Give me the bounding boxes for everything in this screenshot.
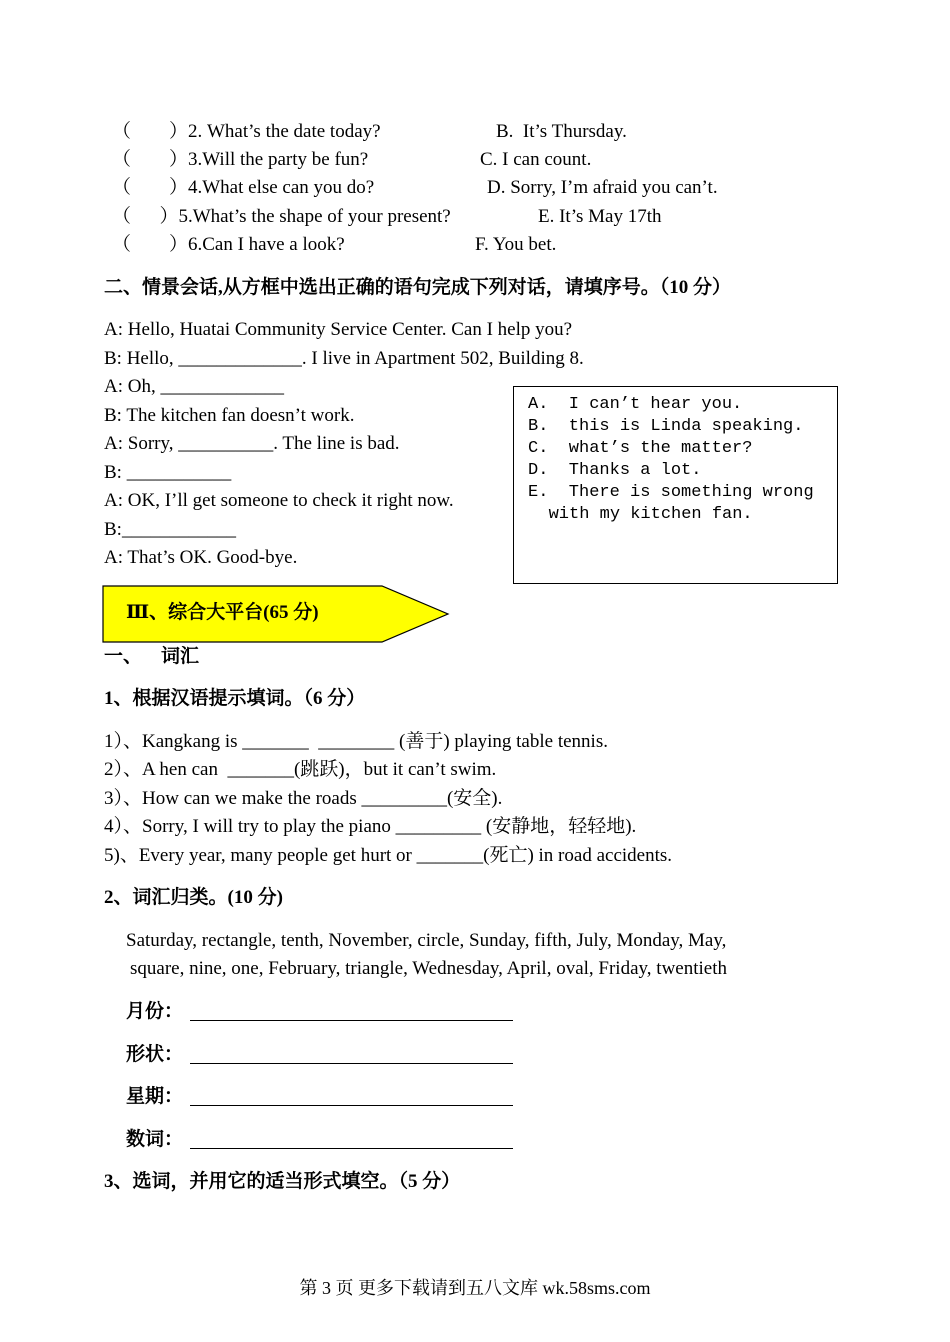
answer-blank[interactable] <box>190 1063 513 1064</box>
answer-blank[interactable] <box>190 1105 513 1106</box>
option-item: B. this is Linda speaking. <box>528 417 804 436</box>
word-list-line: Saturday, rectangle, tenth, November, circle, Sunday, fifth, July, Monday, May, <box>126 930 727 951</box>
dialogue-line: A: Hello, Huatai Community Service Center. Can I help you? <box>104 319 573 340</box>
option-item: C. what’s the matter? <box>528 439 753 458</box>
matching-question: （ ）6.Can I have a look? <box>112 234 345 255</box>
option-item: D. Thanks a lot. <box>528 461 702 480</box>
banner-label: Ⅲ、综合大平台(65 分) <box>126 602 319 623</box>
category-label-shapes: 形状： <box>126 1044 184 1065</box>
matching-question: （ ）5.What’s the shape of your present? <box>112 206 451 227</box>
vocab-heading: 一、 词汇 <box>104 646 200 667</box>
matching-question: （ ）4.What else can you do? <box>112 177 375 198</box>
option-item: with my kitchen fan. <box>518 505 753 524</box>
dialogue-line: B: The kitchen fan doesn’t work. <box>104 405 355 426</box>
dialogue-line: B:____________ <box>104 519 236 540</box>
page-footer: 第 3 页 更多下载请到五八文库 wk.58sms.com <box>299 1278 651 1298</box>
option-item: A. I can’t hear you. <box>528 395 743 414</box>
dialogue-line: A: OK, I’ll get someone to check it right now. <box>104 490 454 511</box>
dialogue-line: A: Sorry, __________. The line is bad. <box>104 433 400 454</box>
category-label-months: 月份： <box>126 1001 184 1022</box>
part2-heading: 2、词汇归类。(10 分) <box>104 887 283 908</box>
fill-line: 3）、How can we make the roads _________(安全). <box>104 788 503 809</box>
dialogue-line: A: That’s OK. Good-bye. <box>104 547 298 568</box>
dialogue-line: B: Hello, _____________. I live in Apartment 502, Building 8. <box>104 348 584 369</box>
section-heading: 二、情景会话,从方框中选出正确的语句完成下列对话，请填序号。（10 分） <box>104 277 732 298</box>
part3-heading: 3、选词，并用它的适当形式填空。（5 分） <box>104 1171 461 1192</box>
fill-line: 2）、A hen can _______(跳跃)，but it can’t swim. <box>104 759 497 780</box>
word-list-line: square, nine, one, February, triangle, Wednesday, April, oval, Friday, twentieth <box>130 958 727 979</box>
fill-line: 5)、Every year, many people get hurt or _______(死亡) in road accidents. <box>104 845 673 866</box>
matching-answer: F. You bet. <box>475 234 557 255</box>
answer-blank[interactable] <box>190 1148 513 1149</box>
category-label-weekdays: 星期： <box>126 1086 184 1107</box>
dialogue-line: B: ___________ <box>104 462 232 483</box>
option-item: E. There is something wrong <box>528 483 814 502</box>
fill-line: 1）、Kangkang is _______ ________ (善于) playing table tennis. <box>104 731 608 752</box>
matching-answer: C. I can count. <box>480 149 592 170</box>
category-label-numbers: 数词： <box>126 1129 184 1150</box>
fill-line: 4）、Sorry, I will try to play the piano _________ (安静地，轻轻地). <box>104 816 637 837</box>
matching-answer: E. It’s May 17th <box>538 206 662 227</box>
matching-question: （ ）2. What’s the date today? <box>112 121 381 142</box>
matching-question: （ ）3.Will the party be fun? <box>112 149 369 170</box>
answer-blank[interactable] <box>190 1020 513 1021</box>
matching-answer: B. It’s Thursday. <box>496 121 627 142</box>
dialogue-line: A: Oh, _____________ <box>104 376 284 397</box>
part1-heading: 1、根据汉语提示填词。（6 分） <box>104 688 366 709</box>
matching-answer: D. Sorry, I’m afraid you can’t. <box>487 177 718 198</box>
